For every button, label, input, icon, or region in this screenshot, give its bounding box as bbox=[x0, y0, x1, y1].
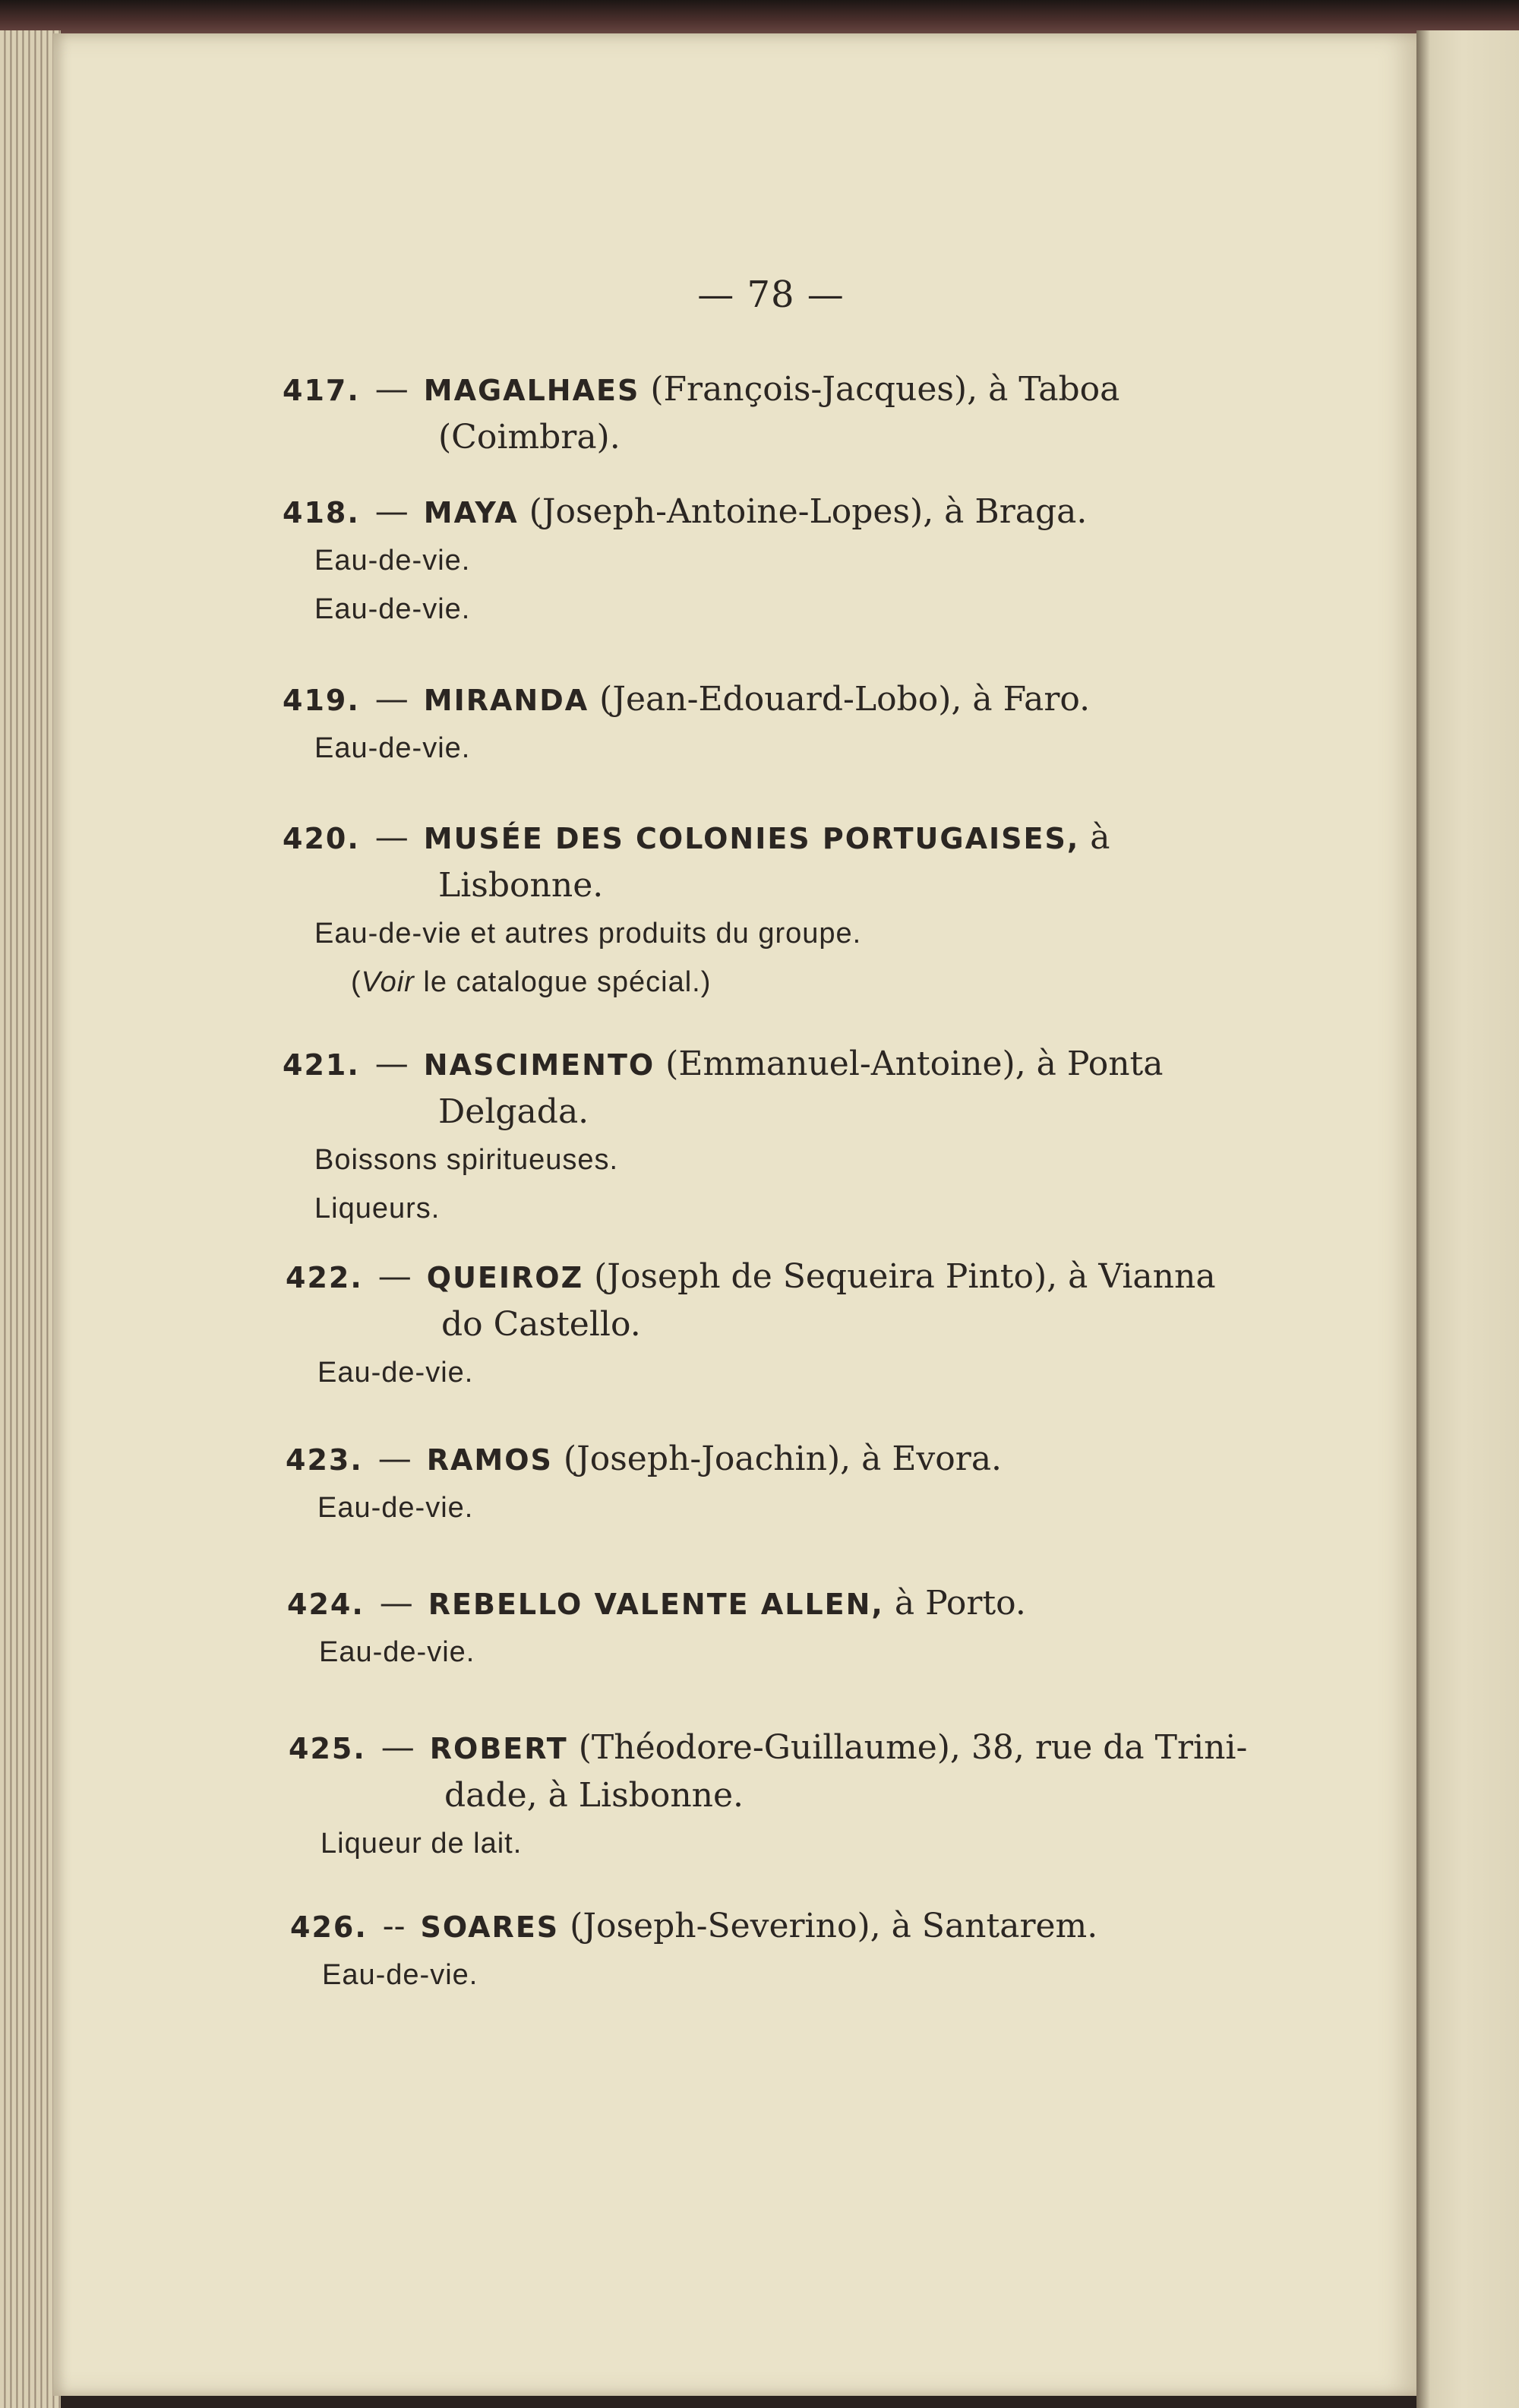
entry-heading bbox=[286, 1436, 1002, 1484]
exhibitor-details: (Théodore-Guillaume), 38, rue da Trini- bbox=[578, 1728, 1248, 1767]
exhibitor-details: (Emmanuel-Antoine), à Ponta bbox=[665, 1044, 1164, 1083]
exhibitor-details: (Joseph-Antoine-Lopes), à Braga. bbox=[529, 492, 1088, 531]
note-text: le catalogue spécial.) bbox=[414, 966, 712, 998]
exhibitor-details: (François-Jacques), à Taboa bbox=[650, 370, 1120, 409]
exhibitor-details: (Jean-Edouard-Lobo), à Faro. bbox=[599, 680, 1091, 719]
catalog-entry bbox=[286, 1253, 1216, 1397]
entry-number: 417. bbox=[283, 374, 360, 407]
page-number: — 78 — bbox=[697, 273, 845, 316]
entry-dash: — bbox=[377, 1257, 412, 1296]
entry-dash: — bbox=[377, 1439, 412, 1478]
entry-heading bbox=[283, 1041, 1163, 1089]
catalog-entry bbox=[283, 488, 1087, 634]
exhibitor-details: à bbox=[1090, 818, 1110, 857]
entry-number: 421. bbox=[283, 1048, 360, 1082]
entry-dash: — bbox=[374, 680, 409, 719]
entry-heading bbox=[290, 1903, 1097, 1951]
entry-number: 419. bbox=[283, 684, 360, 717]
product-line: Eau-de-vie et autres produits du groupe. bbox=[314, 918, 862, 950]
entry-continuation: Delgada. bbox=[438, 1092, 589, 1131]
exhibitor-name: NASCIMENTO bbox=[423, 1048, 655, 1082]
entry-heading bbox=[287, 1580, 1026, 1628]
product-line: Eau-de-vie. bbox=[314, 732, 471, 764]
entry-dash: — bbox=[374, 492, 409, 531]
entry-number: 420. bbox=[283, 822, 360, 855]
entry-continuation: do Castello. bbox=[441, 1305, 641, 1344]
exhibitor-name: MUSÉE DES COLONIES PORTUGAISES, bbox=[423, 822, 1080, 855]
exhibitor-details: à Porto. bbox=[894, 1584, 1026, 1623]
exhibitor-name: SOARES bbox=[420, 1910, 560, 1944]
entry-dash: -- bbox=[382, 1907, 406, 1945]
exhibitor-name: ROBERT bbox=[429, 1732, 568, 1765]
exhibitor-name: QUEIROZ bbox=[426, 1261, 584, 1294]
exhibitor-details: (Joseph-Joachin), à Evora. bbox=[563, 1439, 1003, 1478]
entry-number: 418. bbox=[283, 496, 360, 529]
entry-number: 426. bbox=[290, 1910, 368, 1944]
book-binding-edge bbox=[0, 0, 1519, 36]
entry-continuation: (Coimbra). bbox=[438, 418, 621, 457]
product-line: Eau-de-vie. bbox=[314, 593, 471, 625]
product-line: Eau-de-vie. bbox=[319, 1636, 475, 1668]
catalogue-note bbox=[283, 958, 1110, 1006]
product-line: Boissons spiritueuses. bbox=[314, 1144, 619, 1176]
note-paren: ( bbox=[351, 966, 362, 998]
exhibitor-name: MAGALHAES bbox=[423, 374, 640, 407]
page-stack-edge bbox=[0, 30, 61, 2408]
exhibitor-details: (Joseph-Severino), à Santarem. bbox=[570, 1907, 1098, 1945]
entry-dash: — bbox=[374, 370, 409, 409]
entry-dash: — bbox=[374, 1044, 409, 1083]
entry-heading bbox=[283, 488, 1087, 536]
exhibitor-name: REBELLO VALENTE ALLEN, bbox=[428, 1588, 884, 1621]
exhibitor-details: (Joseph de Sequeira Pinto), à Vianna bbox=[594, 1257, 1216, 1296]
entry-heading bbox=[283, 676, 1090, 724]
entry-dash: — bbox=[379, 1584, 413, 1623]
catalog-entry bbox=[287, 1580, 1026, 1676]
entry-dash: — bbox=[374, 818, 409, 857]
entry-heading bbox=[286, 1253, 1216, 1301]
catalog-entry bbox=[283, 814, 1110, 1006]
exhibitor-name: MAYA bbox=[423, 496, 519, 529]
next-page-edge bbox=[1416, 30, 1519, 2408]
entry-heading bbox=[283, 814, 1110, 862]
product-line: Liqueur de lait. bbox=[321, 1828, 523, 1860]
entry-dash: — bbox=[381, 1728, 415, 1767]
entry-number: 424. bbox=[287, 1588, 365, 1621]
catalog-entry bbox=[286, 1436, 1002, 1532]
catalog-entry bbox=[289, 1724, 1247, 1868]
catalog-entry bbox=[290, 1903, 1097, 1999]
catalog-entry bbox=[283, 1041, 1163, 1233]
exhibitor-name: MIRANDA bbox=[423, 684, 589, 717]
exhibitor-name: RAMOS bbox=[426, 1443, 553, 1477]
entry-number: 425. bbox=[289, 1732, 366, 1765]
catalog-entry bbox=[283, 366, 1120, 461]
entry-continuation: dade, à Lisbonne. bbox=[444, 1776, 744, 1815]
entry-number: 422. bbox=[286, 1261, 363, 1294]
product-line: Eau-de-vie. bbox=[317, 1357, 474, 1389]
product-line: Eau-de-vie. bbox=[322, 1959, 478, 1991]
catalog-entry bbox=[283, 676, 1090, 773]
product-line: Eau-de-vie. bbox=[317, 1492, 474, 1524]
entry-heading bbox=[289, 1724, 1247, 1772]
product-line: Liqueurs. bbox=[314, 1193, 441, 1225]
product-line: Eau-de-vie. bbox=[314, 545, 471, 577]
entry-number: 423. bbox=[286, 1443, 363, 1477]
entry-continuation: Lisbonne. bbox=[438, 866, 604, 905]
entry-heading bbox=[283, 366, 1120, 414]
note-italic: Voir bbox=[361, 966, 415, 998]
